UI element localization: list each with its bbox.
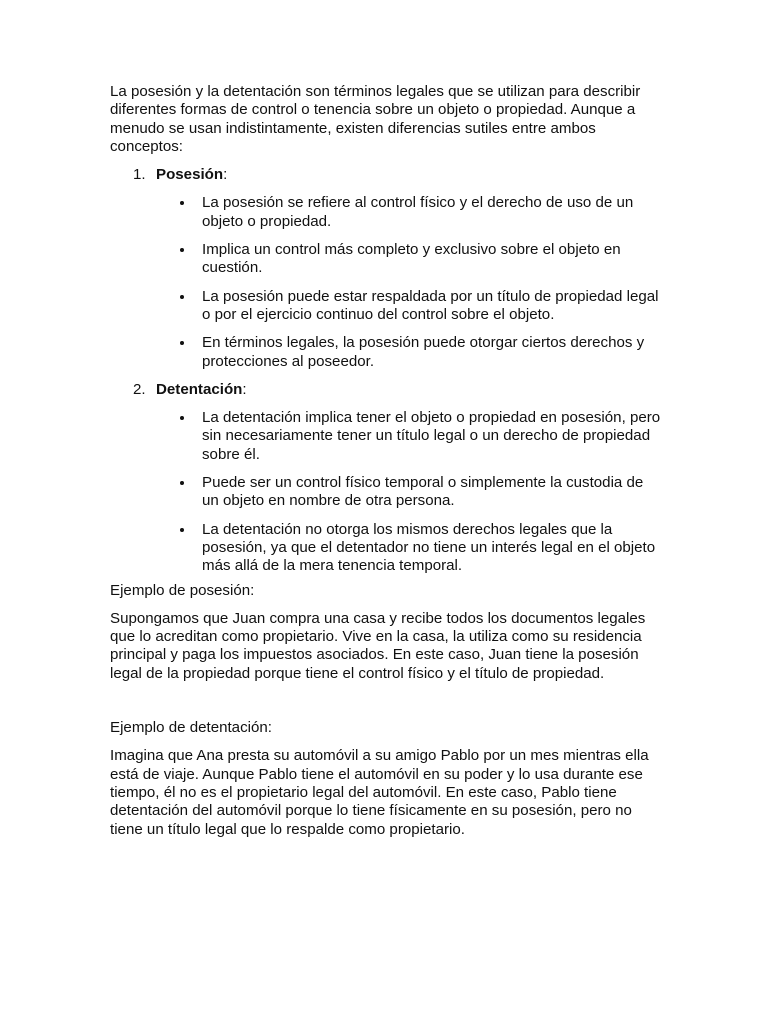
bullet-text: La posesión puede estar respaldada por un título de propiedad legal o por el ejercicio continuo del control sobre el objeto. <box>202 287 659 323</box>
bullet-text: La detentación implica tener el objeto o propiedad en posesión, pero sin necesariamente tener un título legal o un derecho de propiedad sobre él. <box>202 409 661 463</box>
bullet-text: La posesión se refiere al control físico y el derecho de uso de un objeto o propiedad. <box>202 194 634 230</box>
bullet-icon <box>180 295 184 299</box>
bullet-list-posesion <box>110 194 662 370</box>
section-title-suffix: : <box>223 166 228 184</box>
section-number: 2. <box>133 380 146 398</box>
document-page <box>110 83 662 839</box>
example-possession-paragraph: Supongamos que Juan compra una casa y recibe todos los documentos legales que lo acreditan como propietario. Vive en la casa, la utiliza como su residencia principal y paga los impuestos asociados. En este caso, Juan tiene la posesión legal de la propiedad porque tiene el control físico y el título de propiedad. <box>110 609 646 682</box>
bullet-icon <box>180 201 184 205</box>
bullet-icon <box>180 341 184 345</box>
example-possession-heading: Ejemplo de posesión: <box>110 581 255 599</box>
section-detentacion <box>110 381 662 399</box>
list-item <box>110 288 662 325</box>
list-item <box>110 241 662 278</box>
bullet-text: Implica un control más completo y exclusivo sobre el objeto en cuestión. <box>202 241 621 277</box>
section-number: 1. <box>133 166 146 184</box>
list-item <box>110 334 662 371</box>
list-item <box>110 474 662 511</box>
bullet-icon <box>180 248 184 252</box>
section-title: Posesión <box>156 166 224 184</box>
section-posesion <box>110 166 662 184</box>
bullet-list-detentacion <box>110 409 662 575</box>
bullet-icon <box>180 528 184 532</box>
example-detention-heading: Ejemplo de detentación: <box>110 719 272 737</box>
bullet-icon <box>180 416 184 420</box>
section-title-suffix: : <box>242 380 247 398</box>
example-detention-paragraph: Imagina que Ana presta su automóvil a su amigo Pablo por un mes mientras ella está de viaje. Aunque Pablo tiene el automóvil en su poder y lo usa durante ese tiempo, él no es el propietario legal del automóvil. En este caso, Pablo tiene detentación del automóvil porque lo tiene físicamente en su posesión, pero no tiene un título legal que lo respalde como propietario. <box>110 747 649 838</box>
bullet-text: La detentación no otorga los mismos derechos legales que la posesión, ya que el detentador no tiene un interés legal en el objeto más allá de la mera tenencia temporal. <box>202 520 656 575</box>
bullet-text: En términos legales, la posesión puede otorgar ciertos derechos y protecciones al poseedor. <box>202 334 645 370</box>
list-item <box>110 194 662 231</box>
section-title: Detentación <box>156 380 243 398</box>
list-item <box>110 409 662 464</box>
list-item <box>110 521 662 576</box>
bullet-text: Puede ser un control físico temporal o simplemente la custodia de un objeto en nombre de otra persona. <box>202 474 644 510</box>
intro-paragraph: La posesión y la detentación son términos legales que se utilizan para describir diferentes formas de control o tenencia sobre un objeto o propiedad. Aunque a menudo se usan indistintamente, existen diferencias sutiles entre ambos conceptos: <box>110 83 641 155</box>
bullet-icon <box>180 481 184 485</box>
